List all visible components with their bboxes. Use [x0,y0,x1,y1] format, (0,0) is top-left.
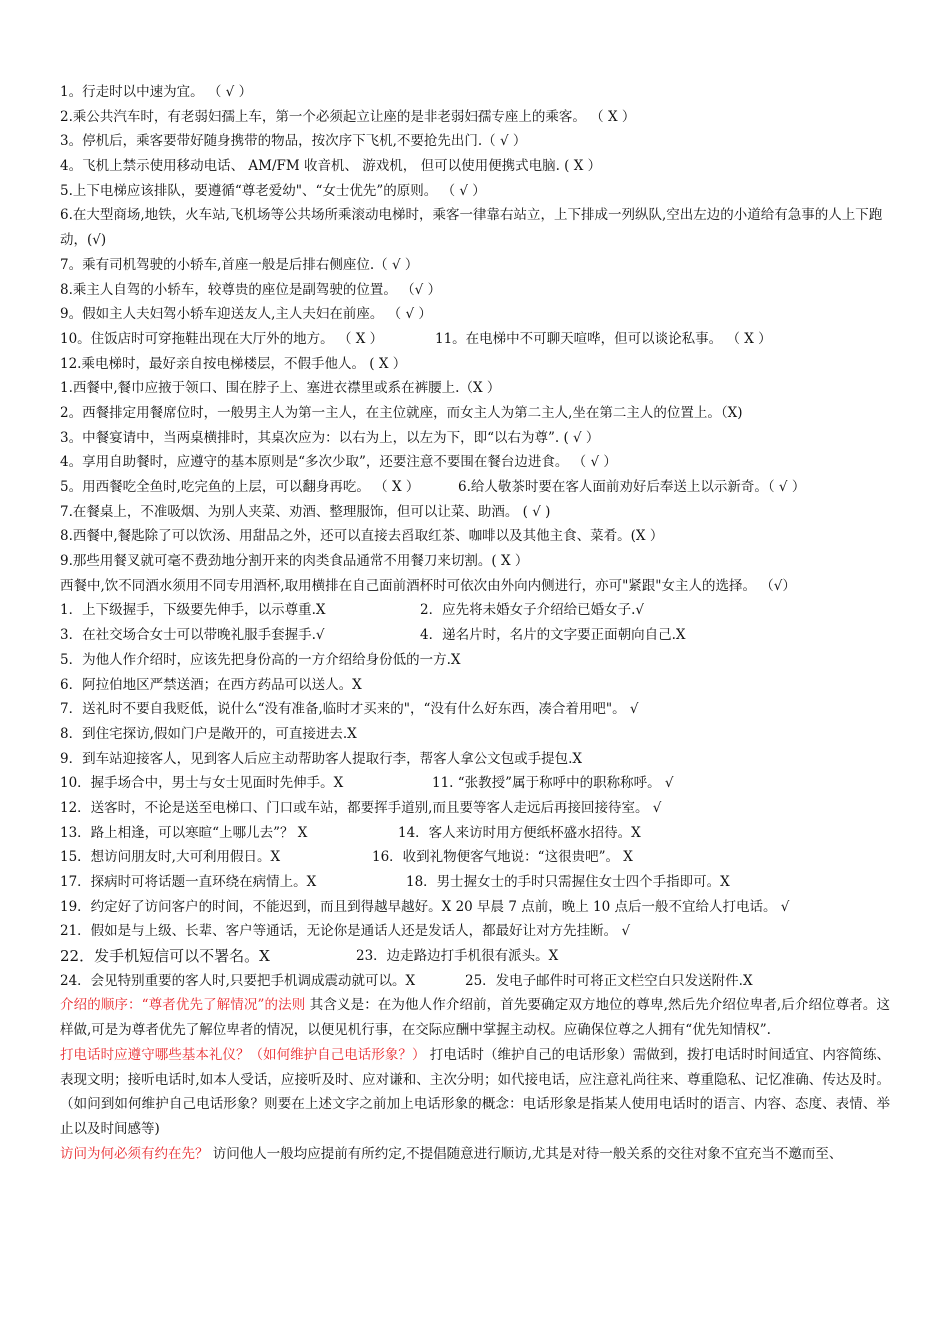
list-item: 1。行走时以中速为宜。 （ √ ） [60,84,253,100]
list-item: 西餐中,饮不同酒水须用不同专用酒杯,取用横排在自己面前酒杯时可依次由外向内侧进行，亦可"紧跟"女主人的选择。 （√） [60,577,796,594]
list-item: 7．送礼时不要自我贬低，说什么“没有准备,临时才买来的"，“没有什么好东西，凑合着用吧"。 √ [60,701,639,718]
qa-paragraph [60,1043,890,1142]
list-item: 15．想访问朋友时,大可利用假日。X 16．收到礼物便客气地说：“这很贵吧”。 X [60,849,633,866]
list-item: 17．探病时可将话题一直环绕在病情上。X 18．男士握女士的手时只需握住女士四个手指即可。X [60,874,730,891]
list-item: 12．送客时，不论是送至电梯口、门口或车站，都要挥手道别,而且要等客人走远后再接回接待室。 √ [60,799,662,816]
list-item: 24．会见特别重要的客人时,只要把手机调成震动就可以。X 25．发电子邮件时可将正文栏空白只发送附件.X [60,972,753,989]
qa-answer: 打电话时（维护自己的电话形象）需做到，拨打电话时时间适宜、内容简练、表现文明；接听电话时,如本人受话，应接听及时、应对谦和、主次分明；如代接电话，应注意礼尚往来、尊重隐私、记忆准确、传达及时。（如问到如何维护自己电话形象？则要在上述文字之前加上电话形象的概念：电话形象是指某人使用电话时的语言、内容、态度、表情、举止以及时间感等) [60,1046,891,1137]
list-item: 12.乘电梯时，最好亲自按电梯楼层，不假手他人。 ( X ） [60,355,407,372]
list-item: 5．为他人作介绍时，应该先把身份高的一方介绍给身份低的一方.X [60,651,461,668]
list-item: 22．发手机短信可以不署名。X 23．边走路边打手机很有派头。X [60,947,559,966]
list-item: 8．到住宅探访,假如门户是敞开的，可直接进去.X [60,725,357,742]
list-item: 3．在社交场合女士可以带晚礼服手套握手.√ 4．递名片时，名片的文字要正面朝向自己.X [60,627,686,644]
list-item: 5。用西餐吃全鱼时,吃完鱼的上层，可以翻身再吃。 （ X ） 6.给人敬茶时要在客人面前劝好后奉送上以示新奇。（ √ ） [60,479,806,496]
qa-question: 打电话时应遵守哪些基本礼仪？（如何维护自己电话形象？） [60,1046,426,1063]
list-item: 5.上下电梯应该排队，要遵循“尊老爱幼"、“女士优先”的原则。 （ √ ） [60,182,486,199]
document-body [60,80,890,1166]
list-item: 3。中餐宴请中，当两桌横排时，其桌次应为：以右为上，以左为下，即“以右为尊”. ( √ ） [60,429,600,446]
list-item: 8.西餐中,餐匙除了可以饮汤、用甜品之外，还可以直接去舀取红茶、咖啡以及其他主食、菜肴。(X ） [60,528,664,545]
list-item: 10．握手场合中，男士与女士见面时先伸手。X 11. “张教授”属于称呼中的职称称呼。 √ [60,775,674,792]
list-item: 21．假如是与上级、长辈、客户等通话，无论你是通话人还是发话人，都最好让对方先挂断。 √ [60,923,631,940]
list-item: 10。住饭店时可穿拖鞋出现在大厅外的地方。 （ X ） 11。在电梯中不可聊天喧哗，但可以谈论私事。 （ X ） [60,330,772,347]
list-item: 6.在大型商场,地铁，火车站,飞机场等公共场所乘滚动电梯时，乘客一律靠右站立，上下排成一列纵队,空出左边的小道给有急事的人上下跑动，(√) [60,207,883,249]
list-item: 19．约定好了访问客户的时间，不能迟到，而且到得越早越好。X 20 早晨 7 点前，晚上 10 点后一般不宜给人打电话。 √ [60,898,790,915]
qa-answer: 访问他人一般均应提前有所约定,不提倡随意进行顺访,尤其是对待一般关系的交往对象不宜充当不邀而至、 [208,1145,843,1162]
qa-answer: 其含义是：在为他人作介绍前，首先要确定双方地位的尊卑,然后先介绍位卑者,后介绍位尊者。这样做,可是为尊者优先了解位卑者的情况，以便见机行事，在交际应酬中掌握主动权。应确保位尊之人拥有“优先知情权”. [60,997,890,1039]
list-item: 1.西餐中,餐巾应掖于领口、围在脖子上、塞进衣襟里或系在裤腰上.（X ） [60,380,501,397]
list-item: 13．路上相逢，可以寒暄“上哪儿去”？ X 14．客人来访时用方便纸杯盛水招待。X [60,824,641,841]
list-item: 8.乘主人自驾的小轿车，较尊贵的座位是副驾驶的位置。 （√ ） [60,281,442,298]
list-item: 9.那些用餐叉就可毫不费劲地分割开来的肉类食品通常不用餐刀来切割。( X ） [60,553,529,570]
qa-paragraph [60,1142,890,1167]
list-item: 2.乘公共汽车时，有老弱妇孺上车，第一个必须起立让座的是非老弱妇孺专座上的乘客。 （ X ） [60,108,636,125]
list-item: 9．到车站迎接客人，见到客人后应主动帮助客人提取行李，帮客人拿公文包或手提包.X [60,750,582,767]
list-item: 4。飞机上禁示使用移动电话、 AM/FM 收音机、 游戏机， 但可以使用便携式电脑. ( X ） [60,158,602,175]
list-item: 7.在餐桌上，不准吸烟、为别人夹菜、劝酒、整理服饰，但可以让菜、助酒。 ( √ ) [60,503,551,520]
qa-question: 访问为何必须有约在先？ [60,1145,209,1162]
list-item: 6．阿拉伯地区严禁送酒；在西方药品可以送人。X [60,676,362,693]
qa-question: 介绍的顺序：“尊者优先了解情况”的法则 [60,997,306,1014]
qa-paragraph [60,993,890,1042]
list-item: 9。假如主人夫妇驾小轿车迎送友人,主人夫妇在前座。 （ √ ） [60,306,432,323]
list-item: 2。西餐排定用餐席位时，一般男主人为第一主人，在主位就座，而女主人为第二主人,坐在第二主人的位置上。（X) [60,404,743,421]
list-item: 1．上下级握手，下级要先伸手，以示尊重.X 2．应先将未婚女子介绍给已婚女子.√ [60,602,644,619]
list-item: 7。乘有司机驾驶的小轿车,首座一般是后排右侧座位.（ √ ） [60,256,419,273]
list-item: 3。停机后，乘客要带好随身携带的物品，按次序下飞机,不要抢先出门.（ √ ） [60,133,527,150]
list-item: 4。享用自助餐时，应遵守的基本原则是“多次少取”，还要注意不要围在餐台边进食。 （ √ ） [60,454,617,471]
